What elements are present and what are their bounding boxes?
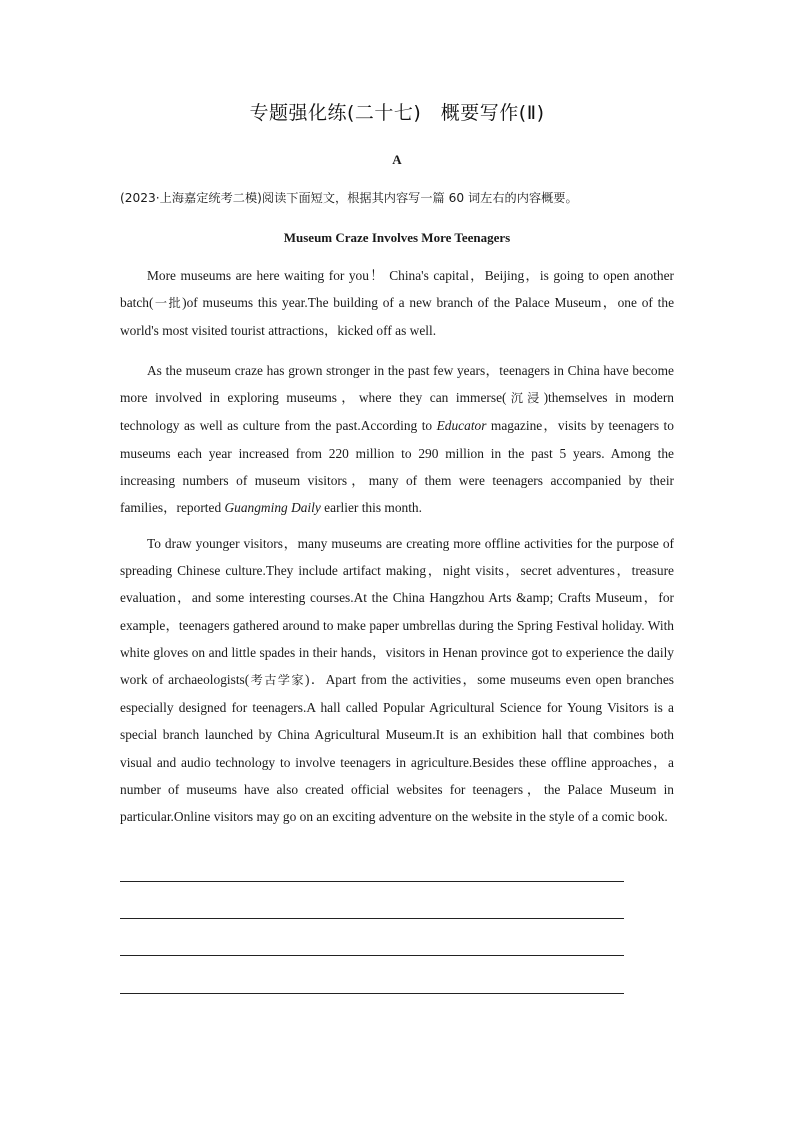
p3-gloss: 考古学家 bbox=[249, 673, 305, 688]
answer-line[interactable] bbox=[120, 993, 624, 994]
p2-text-d: earlier this month. bbox=[320, 500, 422, 516]
task-instruction: (2023·上海嘉定统考二模)阅读下面短文，根据其内容写一篇 60 词左右的内容概要。 bbox=[120, 191, 578, 205]
p2-text-b: )themselves in modern technology as well as culture from the past.According to bbox=[120, 390, 674, 434]
answer-line[interactable] bbox=[120, 918, 624, 919]
p1-text-a: More museums are here waiting for you！ China's capital，Beijing，is going to open another batch( bbox=[120, 268, 674, 311]
p2-text-a: As the museum craze has grown stronger in the past few years，teenagers in China have become more involved in exploring museums，where they can immerse( bbox=[120, 363, 674, 406]
p2-text-c: magazine，visits by teenagers to museums each year increased from 220 million to 290 million in the past 5 years. Among the increasing numbers of museum visitors，many of them were teenagers accompanied by their families，reported bbox=[120, 418, 674, 516]
p1-gloss: 一批 bbox=[153, 296, 183, 311]
newspaper-name: Guangming Daily bbox=[224, 500, 321, 516]
article-paragraph-1 bbox=[120, 262, 674, 345]
p3-text-a: To draw younger visitors，many museums are creating more offline activities for the purpose of spreading Chinese culture.They include artifact making，night visits，secret adventures，treasure evaluation，and some interesting courses.At the China Hangzhou Arts &amp; Crafts Museum，for example，teenagers gathered around to make paper umbrellas during the Spring Festival holiday. With white gloves on and little spades in their hands，visitors in Henan province got to experience the daily work of archaeologists( bbox=[120, 536, 674, 688]
magazine-name: Educator bbox=[436, 418, 487, 434]
p2-gloss: 沉浸 bbox=[506, 391, 544, 406]
p1-text-b: )of museums this year.The building of a new branch of the Palace Museum，one of the world's most visited tourist attractions，kicked off as well. bbox=[120, 295, 675, 339]
article-title: Museum Craze Involves More Teenagers bbox=[283, 230, 511, 245]
article-paragraph-2 bbox=[120, 357, 674, 521]
answer-line[interactable] bbox=[120, 881, 624, 882]
answer-line[interactable] bbox=[120, 955, 624, 956]
page-title: 专题强化练(二十七) 概要写作(Ⅱ) bbox=[249, 102, 545, 124]
section-letter: A bbox=[392, 152, 402, 167]
article-paragraph-3 bbox=[120, 530, 674, 830]
p3-text-b: )．Apart from the activities，some museums even open branches especially designed for teenagers.A hall called Popular Agricultural Science for Young Visitors is a special branch launched by China Agricultural Museum.It is an exhibition hall that combines both visual and audio technology to involve teenagers in agriculture.Besides these offline approaches，a number of museums have also created official websites for teenagers，the Palace Museum in particular.Online visitors may go on an exciting adventure on the website in the style of a comic book. bbox=[120, 672, 675, 825]
